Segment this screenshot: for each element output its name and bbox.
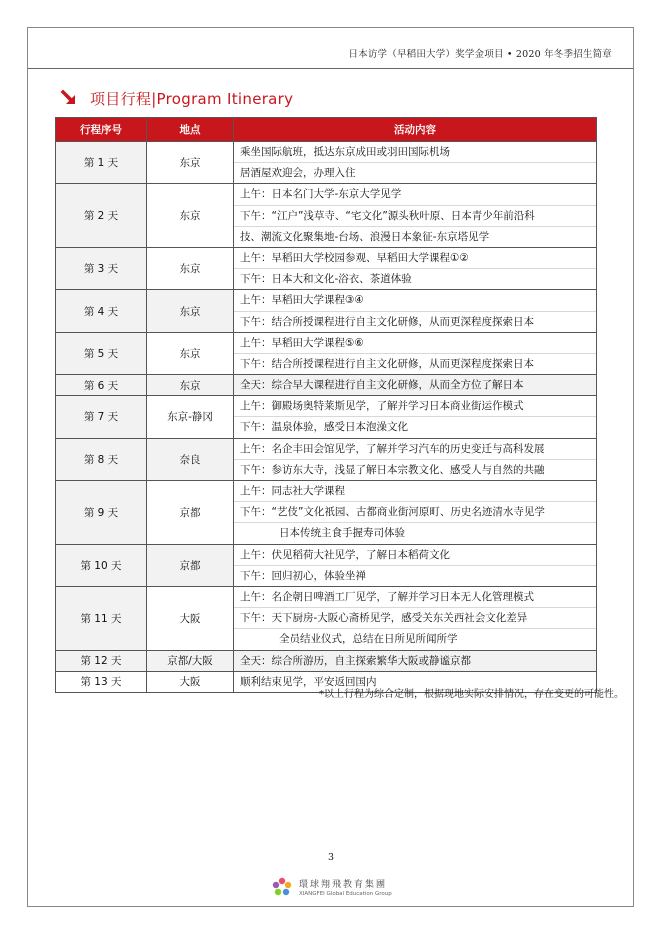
activity-line: 上午：同志社大学课程	[234, 481, 596, 502]
table-row	[56, 481, 597, 545]
table-row	[56, 142, 597, 184]
place-cell: 东京	[147, 332, 234, 374]
activity-line: 上午：名企朝日啤酒工厂见学，了解并学习日本无人化管理模式	[234, 587, 596, 608]
itinerary-note: *以上行程为综合定制，根据现地实际安排情况，存在变更的可能性。	[319, 689, 624, 700]
activity-line: 下午：结合所授课程进行自主文化研修，从而更深程度探索日本	[240, 357, 534, 370]
table-row	[56, 247, 597, 289]
activity-cell	[234, 586, 597, 650]
footer-company-cn: 環球翔飛教育集團	[299, 880, 388, 890]
activity-line: 下午：回归初心，体验坐禅	[240, 569, 366, 582]
activity-cell	[234, 247, 597, 289]
day-cell: 第 1 天	[56, 142, 147, 184]
activity-cell	[234, 481, 597, 545]
day-cell: 第 10 天	[56, 544, 147, 586]
activity-cell	[234, 290, 597, 332]
header-text: 日本访学（早稻田大学）奖学金项目 • 2020 年冬季招生简章	[348, 49, 612, 60]
table-row	[56, 586, 597, 650]
place-cell: 大阪	[147, 586, 234, 650]
activity-line: 顺利结束见学，平安返回国内	[240, 675, 377, 688]
day-cell: 第 13 天	[56, 671, 147, 692]
activity-line: 下午：结合所授课程进行自主文化研修，从而更深程度探索日本	[240, 315, 534, 328]
table-row	[56, 332, 597, 374]
page-number: 3	[327, 852, 335, 863]
activity-line: 下午：参访东大寺，浅显了解日本宗教文化、感受人与自然的共融	[240, 463, 545, 476]
activity-cell	[234, 375, 597, 396]
place-cell: 东京	[147, 375, 234, 396]
company-logo-icon	[271, 876, 293, 898]
day-cell: 第 5 天	[56, 332, 147, 374]
activity-line: 下午：“艺伎”文化祇园、古都商业街河原町、历史名迹清水寺见学	[234, 502, 596, 523]
table-row	[56, 396, 597, 438]
table-row	[56, 184, 597, 248]
activity-line: 上午：伏见稻荷大社见学，了解日本稻荷文化	[234, 545, 596, 566]
activity-cell	[234, 184, 597, 248]
footer-text	[299, 877, 392, 897]
activity-line: 上午：御殿场奥特莱斯见学，了解并学习日本商业街运作模式	[234, 396, 596, 417]
activity-line: 下午：温泉体验，感受日本泡澡文化	[240, 421, 408, 434]
itinerary-table	[55, 117, 597, 693]
activity-line: 上午：日本名门大学-东京大学见学	[234, 184, 596, 205]
activity-line: 全员结业仪式，总结在日所见所闻所学	[279, 633, 458, 646]
column-header-place: 地点	[147, 118, 234, 142]
activity-cell	[234, 544, 597, 586]
place-cell: 东京-静冈	[147, 396, 234, 438]
place-cell: 京都	[147, 544, 234, 586]
day-cell: 第 11 天	[56, 586, 147, 650]
activity-line: 上午：名企丰田会馆见学，了解并学习汽车的历史变迁与高科发展	[234, 439, 596, 460]
day-cell: 第 9 天	[56, 481, 147, 545]
activity-cell	[234, 438, 597, 480]
activity-line: 全天：综合早大课程进行自主文化研修，从而全方位了解日本	[240, 379, 524, 392]
day-cell: 第 8 天	[56, 438, 147, 480]
activity-cell	[234, 650, 597, 671]
section-title	[60, 86, 293, 110]
place-cell: 京都/大阪	[147, 650, 234, 671]
activity-line: 上午：早稻田大学校园参观、早稻田大学课程①②	[234, 248, 596, 269]
activity-cell	[234, 332, 597, 374]
place-cell: 东京	[147, 290, 234, 332]
table-row	[56, 375, 597, 396]
activity-line: 上午：早稻田大学课程⑤⑥	[234, 333, 596, 354]
arrow-down-right-icon	[60, 89, 78, 107]
place-cell: 奈良	[147, 438, 234, 480]
activity-line: 上午：早稻田大学课程③④	[234, 290, 596, 311]
activity-line: 日本传统主食手握寿司体验	[279, 527, 405, 540]
day-cell: 第 12 天	[56, 650, 147, 671]
activity-line: 下午：天下厨房-大阪心斋桥见学，感受关东关西社会文化差异	[234, 608, 596, 629]
table-header-row	[56, 118, 597, 142]
place-cell: 东京	[147, 184, 234, 248]
activity-line: 下午：“江户”浅草寺、“宅文化”源头秋叶原、日本青少年前沿科	[234, 206, 596, 227]
activity-line: 居酒屋欢迎会，办理入住	[240, 167, 356, 180]
day-cell: 第 4 天	[56, 290, 147, 332]
column-header-activity: 活动内容	[234, 118, 597, 142]
place-cell: 京都	[147, 481, 234, 545]
table-row	[56, 650, 597, 671]
footer-company-en: XIANGFEI Global Education Group	[299, 891, 392, 897]
activity-line: 乘坐国际航班，抵达东京成田或羽田国际机场	[234, 142, 596, 163]
day-cell: 第 7 天	[56, 396, 147, 438]
column-header-day: 行程序号	[56, 118, 147, 142]
activity-line: 下午：日本大和文化-浴衣、茶道体验	[240, 273, 412, 286]
day-cell: 第 3 天	[56, 247, 147, 289]
footer-logo-block	[271, 876, 392, 898]
table-row	[56, 544, 597, 586]
activity-line: 全天：综合所游历，自主探索繁华大阪或静谧京都	[240, 654, 471, 667]
day-cell: 第 6 天	[56, 375, 147, 396]
header-divider	[28, 68, 633, 69]
day-cell: 第 2 天	[56, 184, 147, 248]
place-cell: 东京	[147, 247, 234, 289]
table-row	[56, 290, 597, 332]
place-cell: 东京	[147, 142, 234, 184]
activity-cell	[234, 396, 597, 438]
activity-cell	[234, 142, 597, 184]
activity-line: 技、潮流文化聚集地-台场、浪漫日本象征-东京塔见学	[240, 230, 490, 243]
place-cell: 大阪	[147, 671, 234, 692]
section-title-text: 项目行程|Program Itinerary	[90, 89, 294, 108]
table-row	[56, 438, 597, 480]
